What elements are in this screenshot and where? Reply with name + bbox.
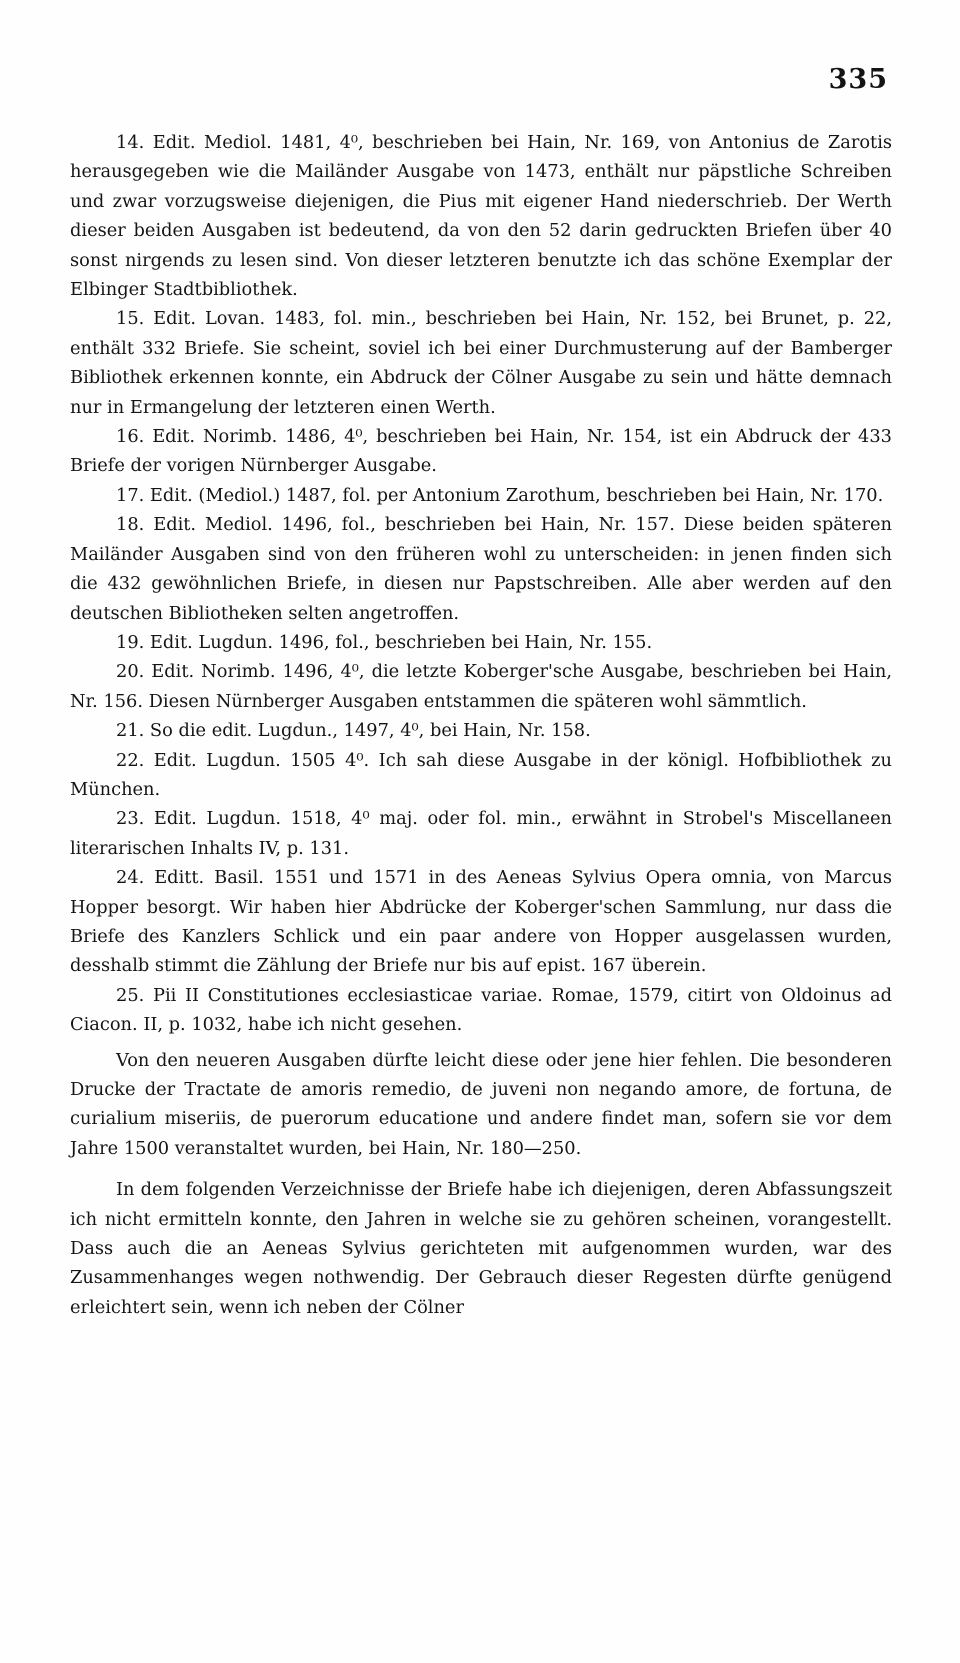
paragraph-edition-16: 16. Edit. Norimb. 1486, 4⁰, beschrieben bei Hain, Nr. 154, ist ein Abdruck der 433 Briefe der vorigen Nürnberger Ausgabe. xyxy=(70,426,892,477)
paragraph-edition-22: 22. Edit. Lugdun. 1505 4⁰. Ich sah diese Ausgabe in der königl. Hofbibliothek zu München. xyxy=(70,749,892,800)
paragraph-edition-19: 19. Edit. Lugdun. 1496, fol., beschrieben bei Hain, Nr. 155. xyxy=(116,631,653,653)
paragraph-edition-20: 20. Edit. Norimb. 1496, 4⁰, die letzte Koberger'sche Ausgabe, beschrieben bei Hain, Nr. 156. Diesen Nürnberger Ausgaben entstammen die späteren wohl sämmtlich. xyxy=(70,661,892,712)
paragraph-newer-editions: Von den neueren Ausgaben dürfte leicht diese oder jene hier fehlen. Die besonderen Drucke der Tractate de amoris remedio, de juveni non negando amore, de fortuna, de curialium miseriis, de puerorum educatione und andere findet man, sofern sie vor dem Jahre 1500 veranstaltet wurden, bei Hain, Nr. 180—250. xyxy=(70,1049,892,1159)
paragraph-edition-17: 17. Edit. (Mediol.) 1487, fol. per Antonium Zarothum, beschrieben bei Hain, Nr. 170. xyxy=(116,484,884,506)
body-text xyxy=(70,128,892,1322)
paragraph-edition-25: 25. Pii II Constitutiones ecclesiasticae variae. Romae, 1579, citirt von Oldoinus ad Ciacon. II, p. 1032, habe ich nicht gesehen. xyxy=(70,984,892,1036)
paragraph-edition-18: 18. Edit. Mediol. 1496, fol., beschrieben bei Hain, Nr. 157. Diese beiden späteren Mailänder Ausgaben sind von den früheren wohl zu unterscheiden: in jenen finden sich die 432 gewöhnlichen Briefe, in diesen nur Papstschreiben. Alle aber werden auf den deutschen Bibliotheken selten angetroffen. xyxy=(70,514,892,624)
paragraph-letter-index: In dem folgenden Verzeichnisse der Briefe habe ich diejenigen, deren Abfassungszeit ich nicht ermitteln konnte, den Jahren in welche sie zu gehören scheinen, vorangestellt. Dass auch die an Aeneas Sylvius gerichteten mit aufgenommen wurden, war des Zusammenhanges wegen nothwendig. Der Gebrauch dieser Regesten dürfte genügend erleichtert sein, wenn ich neben der Cölner xyxy=(70,1179,892,1318)
paragraph-edition-14: 14. Edit. Mediol. 1481, 4⁰, beschrieben bei Hain, Nr. 169, von Antonius de Zarotis herausgegeben wie die Mailänder Ausgabe von 1473, enthält nur päpstliche Schreiben und zwar vorzugsweise diejenigen, die Pius mit eigener Hand niederschrieb. Der Werth dieser beiden Ausgaben ist bedeutend, da von den 52 darin gedruckten Briefen über 40 sonst nirgends zu lesen sind. Von dieser letzteren benutzte ich das schöne Exemplar der Elbinger Stadtbibliothek. xyxy=(70,132,892,301)
paragraph-edition-23: 23. Edit. Lugdun. 1518, 4⁰ maj. oder fol. min., erwähnt in Strobel's Miscellaneen literarischen Inhalts IV, p. 131. xyxy=(70,808,892,859)
paragraph-edition-24: 24. Editt. Basil. 1551 und 1571 in des Aeneas Sylvius Opera omnia, von Marcus Hopper besorgt. Wir haben hier Abdrücke der Koberger'schen Sammlung, nur dass die Briefe des Kanzlers Schlick und ein paar andere von Hopper ausgelassen wurden, desshalb stimmt die Zählung der Briefe nur bis auf epist. 167 überein. xyxy=(70,867,892,977)
page-number: 335 xyxy=(828,64,888,95)
paragraph-edition-21: 21. So die edit. Lugdun., 1497, 4⁰, bei Hain, Nr. 158. xyxy=(116,720,591,742)
paragraph-edition-15: 15. Edit. Lovan. 1483, fol. min., beschrieben bei Hain, Nr. 152, bei Brunet, p. 22, enthält 332 Briefe. Sie scheint, soviel ich bei einer Durchmusterung auf der Bamberger Bibliothek erkennen konnte, ein Abdruck der Cölner Ausgabe zu sein und hätte demnach nur in Ermangelung der letzteren einen Werth. xyxy=(70,308,892,418)
